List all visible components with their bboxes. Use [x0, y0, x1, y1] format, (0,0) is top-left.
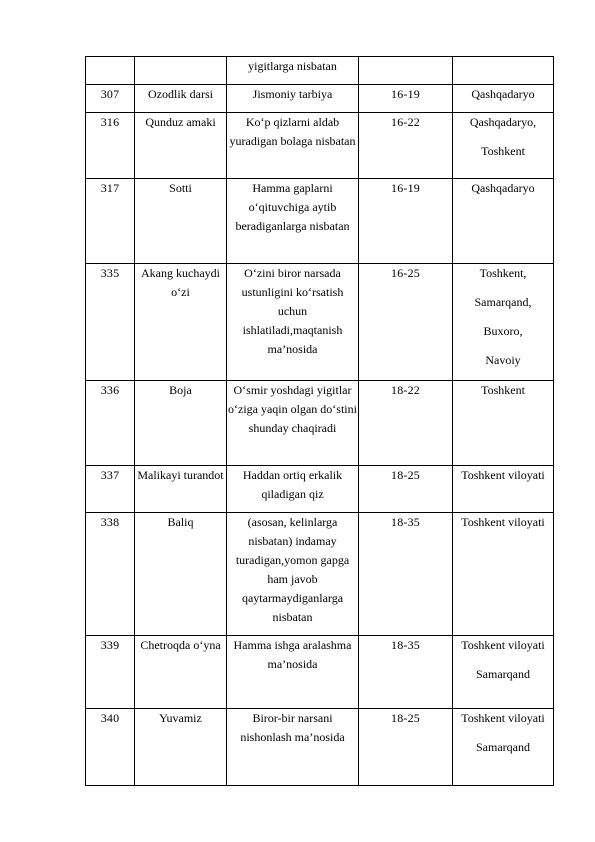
table-row	[86, 113, 554, 179]
cell-region	[453, 85, 554, 113]
cell-word	[135, 57, 227, 85]
table-row	[86, 513, 554, 636]
table-row	[86, 85, 554, 113]
cell-number: 307	[86, 85, 135, 113]
cell-meaning: Haddan ortiq erkalik qiladigan qiz	[227, 466, 359, 513]
region-line: Qashqadaryo,	[469, 115, 537, 129]
cell-region	[453, 466, 554, 513]
cell-number	[86, 57, 135, 85]
region-line: Qashqadaryo	[471, 181, 535, 195]
cell-number: 340	[86, 709, 135, 786]
cell-word: Qunduz amaki	[135, 113, 227, 179]
cell-region	[453, 636, 554, 709]
cell-age: 16-25	[359, 264, 453, 381]
region-line: Navoiy	[485, 353, 521, 367]
table-row	[86, 466, 554, 513]
table-body	[86, 57, 554, 786]
cell-number: 336	[86, 381, 135, 466]
slang-table	[85, 56, 554, 786]
cell-meaning: yigitlarga nisbatan	[227, 57, 359, 85]
cell-age: 18-22	[359, 381, 453, 466]
region-line: Samarqand	[476, 740, 530, 754]
cell-meaning: Biror-bir narsani nishonlash ma’nosida	[227, 709, 359, 786]
region-line: Toshkent,	[479, 266, 527, 280]
cell-number: 316	[86, 113, 135, 179]
cell-word: Baliq	[135, 513, 227, 636]
cell-word: Boja	[135, 381, 227, 466]
cell-region	[453, 381, 554, 466]
region-line: Toshkent viloyati	[461, 468, 545, 482]
cell-number: 335	[86, 264, 135, 381]
table-row	[86, 709, 554, 786]
cell-word: Yuvamiz	[135, 709, 227, 786]
cell-age: 16-22	[359, 113, 453, 179]
cell-word: Malikayi turandot	[135, 466, 227, 513]
cell-meaning: Hamma ishga aralashma ma’nosida	[227, 636, 359, 709]
cell-number: 337	[86, 466, 135, 513]
cell-word: Akang kuchaydi o‘zi	[135, 264, 227, 381]
cell-meaning: (asosan, kelinlarga nisbatan) indamay turadigan,yomon gapga ham javob qaytarmaydiganlarga nisbatan	[227, 513, 359, 636]
region-line: Qashqadaryo	[471, 87, 535, 101]
cell-word: Chetroqda o‘yna	[135, 636, 227, 709]
cell-meaning: O‘zini biror narsada ustunligini ko‘rsatish uchun ishlatiladi,maqtanish ma’nosida	[227, 264, 359, 381]
cell-word: Sotti	[135, 179, 227, 264]
cell-age: 18-25	[359, 466, 453, 513]
table-row	[86, 179, 554, 264]
cell-region	[453, 513, 554, 636]
cell-number: 317	[86, 179, 135, 264]
cell-age: 18-35	[359, 636, 453, 709]
table-row	[86, 264, 554, 381]
region-line: Toshkent viloyati	[461, 515, 545, 529]
cell-age: 18-35	[359, 513, 453, 636]
cell-region	[453, 57, 554, 85]
region-line: Toshkent	[481, 144, 525, 158]
cell-age: 16-19	[359, 179, 453, 264]
cell-word: Ozodlik darsi	[135, 85, 227, 113]
table-row	[86, 57, 554, 85]
region-line: Toshkent viloyati	[461, 711, 545, 725]
region-line: Samarqand	[476, 667, 530, 681]
table-row	[86, 636, 554, 709]
cell-region	[453, 709, 554, 786]
cell-region	[453, 179, 554, 264]
region-line: Buxoro,	[483, 324, 523, 338]
cell-number: 338	[86, 513, 135, 636]
region-line: Toshkent	[481, 383, 525, 397]
cell-region	[453, 113, 554, 179]
cell-region	[453, 264, 554, 381]
region-line: Samarqand,	[474, 295, 532, 309]
cell-age: 16-19	[359, 85, 453, 113]
cell-age	[359, 57, 453, 85]
cell-age: 18-25	[359, 709, 453, 786]
table-row	[86, 381, 554, 466]
region-line: Toshkent viloyati	[461, 638, 545, 652]
cell-meaning: Ko‘p qizlarni aldab yuradigan bolaga nisbatan	[227, 113, 359, 179]
cell-meaning: O‘smir yoshdagi yigitlar o‘ziga yaqin olgan do‘stini shunday chaqiradi	[227, 381, 359, 466]
cell-number: 339	[86, 636, 135, 709]
cell-meaning: Jismoniy tarbiya	[227, 85, 359, 113]
cell-meaning: Hamma gaplarni o‘qituvchiga aytib beradiganlarga nisbatan	[227, 179, 359, 264]
